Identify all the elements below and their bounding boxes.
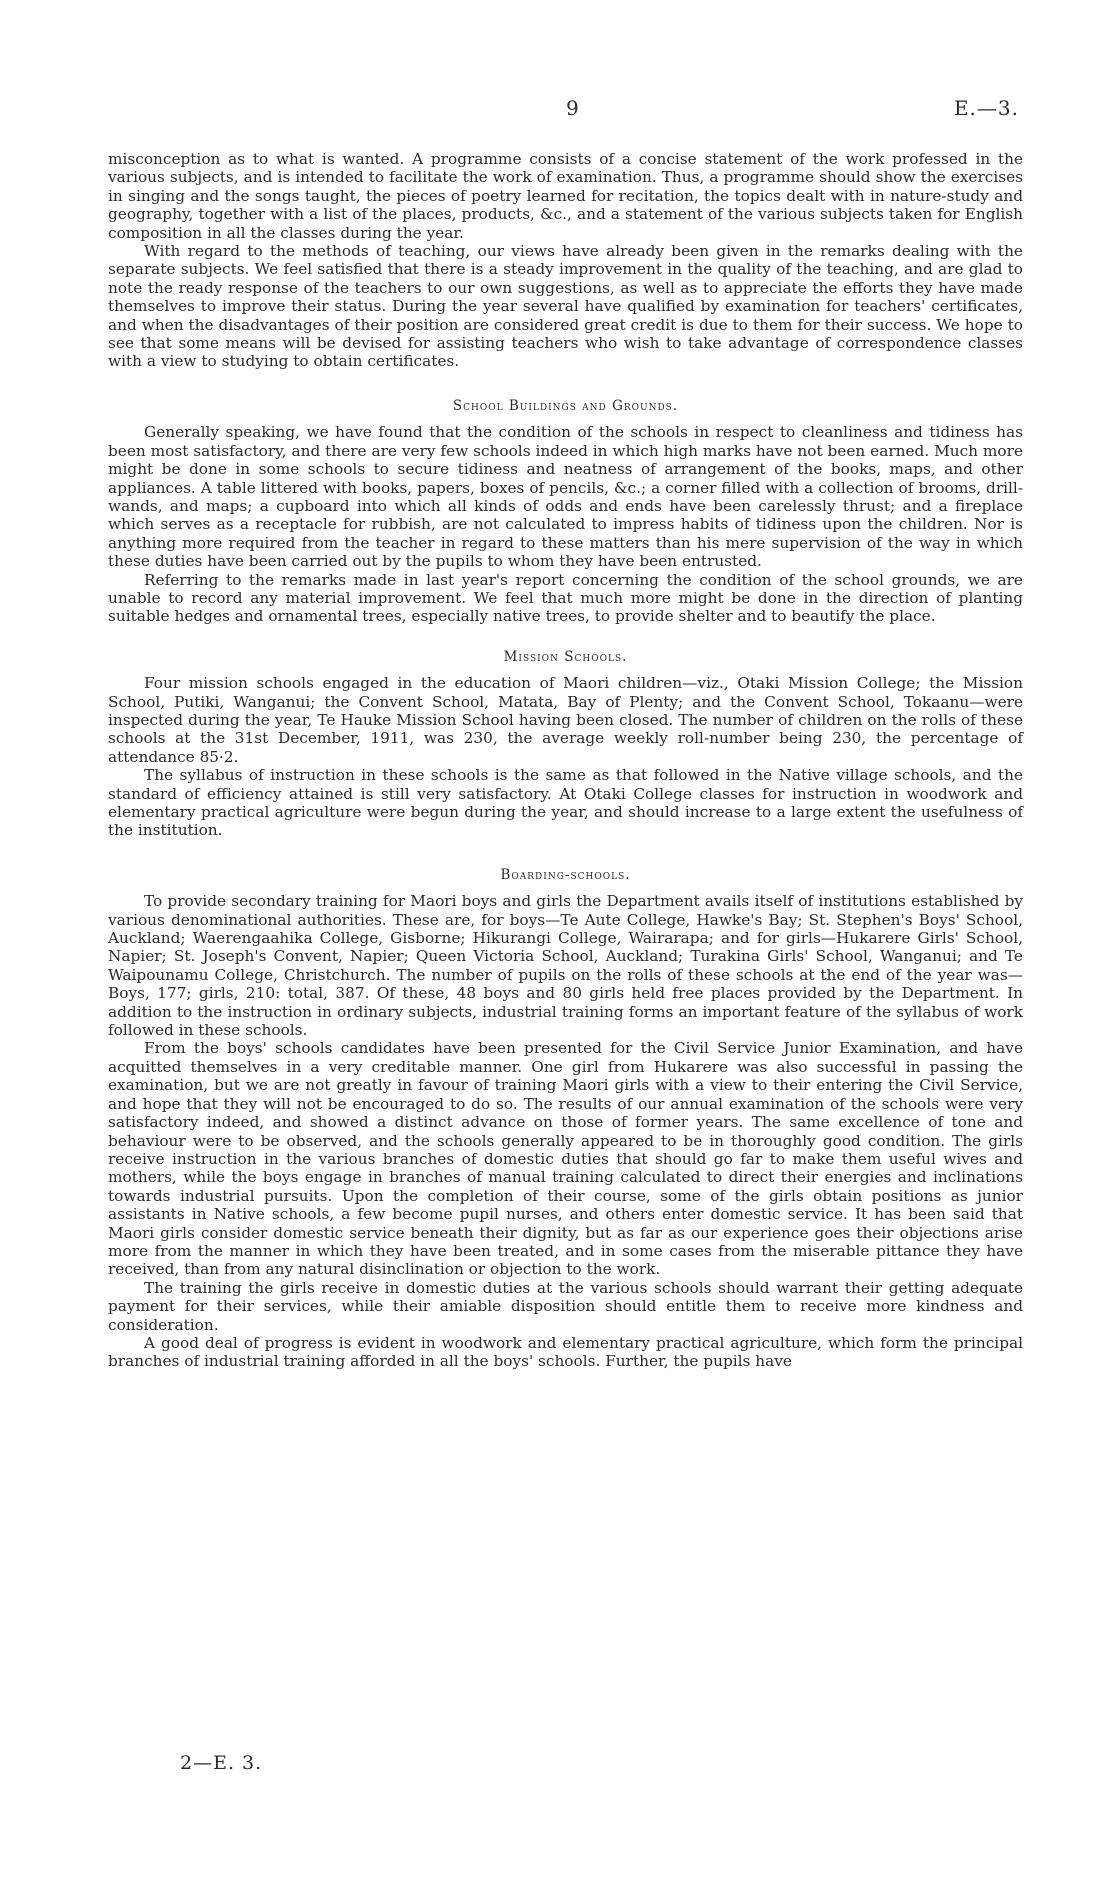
- paragraph-boarding-3: The training the girls receive in domestic duties at the various schools should warrant their getting adequate payment for their services, while their amiable disposition should entitle them to receive more kindness and consideration.: [108, 1278, 1023, 1334]
- paragraph-buildings-2: Referring to the remarks made in last year's report concerning the condition of the school grounds, we are unable to record any material improvement. We feel that much more might be done in the direction of planting suitable hedges and ornamental trees, especially native trees, to provide shelter and to beautify the place.: [108, 570, 1023, 626]
- paragraph-mission-2: The syllabus of instruction in these schools is the same as that followed in the Native village schools, and the standard of efficiency attained is still very satisfactory. At Otaki College classes for instruction in woodwork and elementary practical agriculture were begun during the year, and should increase to a large extent the usefulness of the institution.: [108, 766, 1023, 840]
- paragraph-boarding-4: A good deal of progress is evident in woodwork and elementary practical agriculture, which form the principal branches of industrial training afforded in all the boys' schools. Further, the pupils have: [108, 1333, 1023, 1371]
- body-text: [108, 150, 1023, 1371]
- heading-boarding-schools: Boarding-schools.: [500, 866, 631, 883]
- heading-school-buildings: School Buildings and Grounds.: [452, 397, 679, 414]
- paragraph-buildings-1: Generally speaking, we have found that the condition of the schools in respect to cleanliness and tidiness has been most satisfactory, and there are very few schools indeed in which high marks have not been earned. Much more might be done in some schools to secure tidiness and neatness of arrangement of the books, maps, and other appliances. A table littered with books, papers, boxes of pencils, &c.; a corner filled with a collection of brooms, drill-wands, and maps; a cupboard into which all kinds of odds and ends have been carelessly thrust; and a fireplace which serves as a receptacle for rubbish, are not calculated to impress habits of tidiness upon the children. Nor is anything more required from the teacher in regard to these matters than his mere supervision of the way in which these duties have been carried out by the pupils to whom they have been entrusted.: [108, 423, 1023, 571]
- page-number: 9: [566, 96, 579, 120]
- paragraph-boarding-1: To provide secondary training for Maori boys and girls the Department avails itself of institutions established by various denominational authorities. These are, for boys—Te Aute College, Hawke's Bay; St. Stephen's Boys' School, Auckland; Waerengaahika College, Gisborne; Hikurangi College, Wairarapa; and for girls—Hukarere Girls' School, Napier; St. Joseph's Convent, Napier; Queen Victoria School, Auckland; Turakina Girls' School, Wanganui; and Te Waipounamu College, Christchurch. The number of pupils on the rolls of these schools at the end of the year was—Boys, 177; girls, 210: total, 387. Of these, 48 boys and 80 girls held free places provided by the Department. In addition to the instruction in ordinary subjects, industrial training forms an important feature of the syllabus of work followed in these schools.: [108, 892, 1023, 1040]
- paragraph-boarding-2: From the boys' schools candidates have been presented for the Civil Service Junior Examination, and have acquitted themselves in a very creditable manner. One girl from Hukarere was also successful in passing the examination, but we are not greatly in favour of training Maori girls with a view to their entering the Civil Service, and hope that they will not be encouraged to do so. The results of our annual examination of the schools were very satisfactory indeed, and showed a distinct advance on those of former years. The same excellence of tone and behaviour were to be observed, and the schools generally appeared to be in thoroughly good condition. The girls receive instruction in the various branches of domestic duties that should go far to make them useful wives and mothers, while the boys engage in branches of manual training calculated to direct their energies and inclinations towards industrial pursuits. Upon the completion of their course, some of the girls obtain positions as junior assistants in Native schools, a few become pupil nurses, and others enter domestic service. It has been said that Maori girls consider domestic service beneath their dignity, but as far as our experience goes their objections arise more from the manner in which they have been treated, and in some cases from the miserable pittance they have received, than from any natural disinclination or objection to the work.: [108, 1039, 1023, 1279]
- signature-mark: 2—E. 3.: [180, 1752, 263, 1774]
- heading-mission-schools: Mission Schools.: [503, 648, 628, 665]
- document-code: E.—3.: [953, 96, 1019, 120]
- paragraph-mission-1: Four mission schools engaged in the education of Maori children—viz., Otaki Mission College; the Mission School, Putiki, Wanganui; the Convent School, Matata, Bay of Plenty; and the Convent School, Tokaanu—were inspected during the year, Te Hauke Mission School having been closed. The number of children on the rolls of these schools at the 31st December, 1911, was 230, the average weekly roll-number being 230, the percentage of attendance 85·2.: [108, 674, 1023, 766]
- paragraph-intro: misconception as to what is wanted. A programme consists of a concise statement of the work professed in the various subjects, and is intended to facilitate the work of examination. Thus, a programme should show the exercises in singing and the songs taught, the pieces of poetry learned for recitation, the topics dealt with in nature-study and geography, together with a list of the places, products, &c., and a statement of the various subjects taken for English composition in all the classes during the year.: [108, 150, 1023, 242]
- paragraph-methods: With regard to the methods of teaching, our views have already been given in the remarks dealing with the separate subjects. We feel satisfied that there is a steady improvement in the quality of the teaching, and are glad to note the ready response of the teachers to our own suggestions, as well as to appreciate the efforts they have made themselves to improve their status. During the year several have qualified by examination for teachers' certificates, and when the disadvantages of their position are considered great credit is due to them for their success. We hope to see that some means will be devised for assisting teachers who wish to take advantage of correspondence classes with a view to studying to obtain certificates.: [108, 242, 1023, 371]
